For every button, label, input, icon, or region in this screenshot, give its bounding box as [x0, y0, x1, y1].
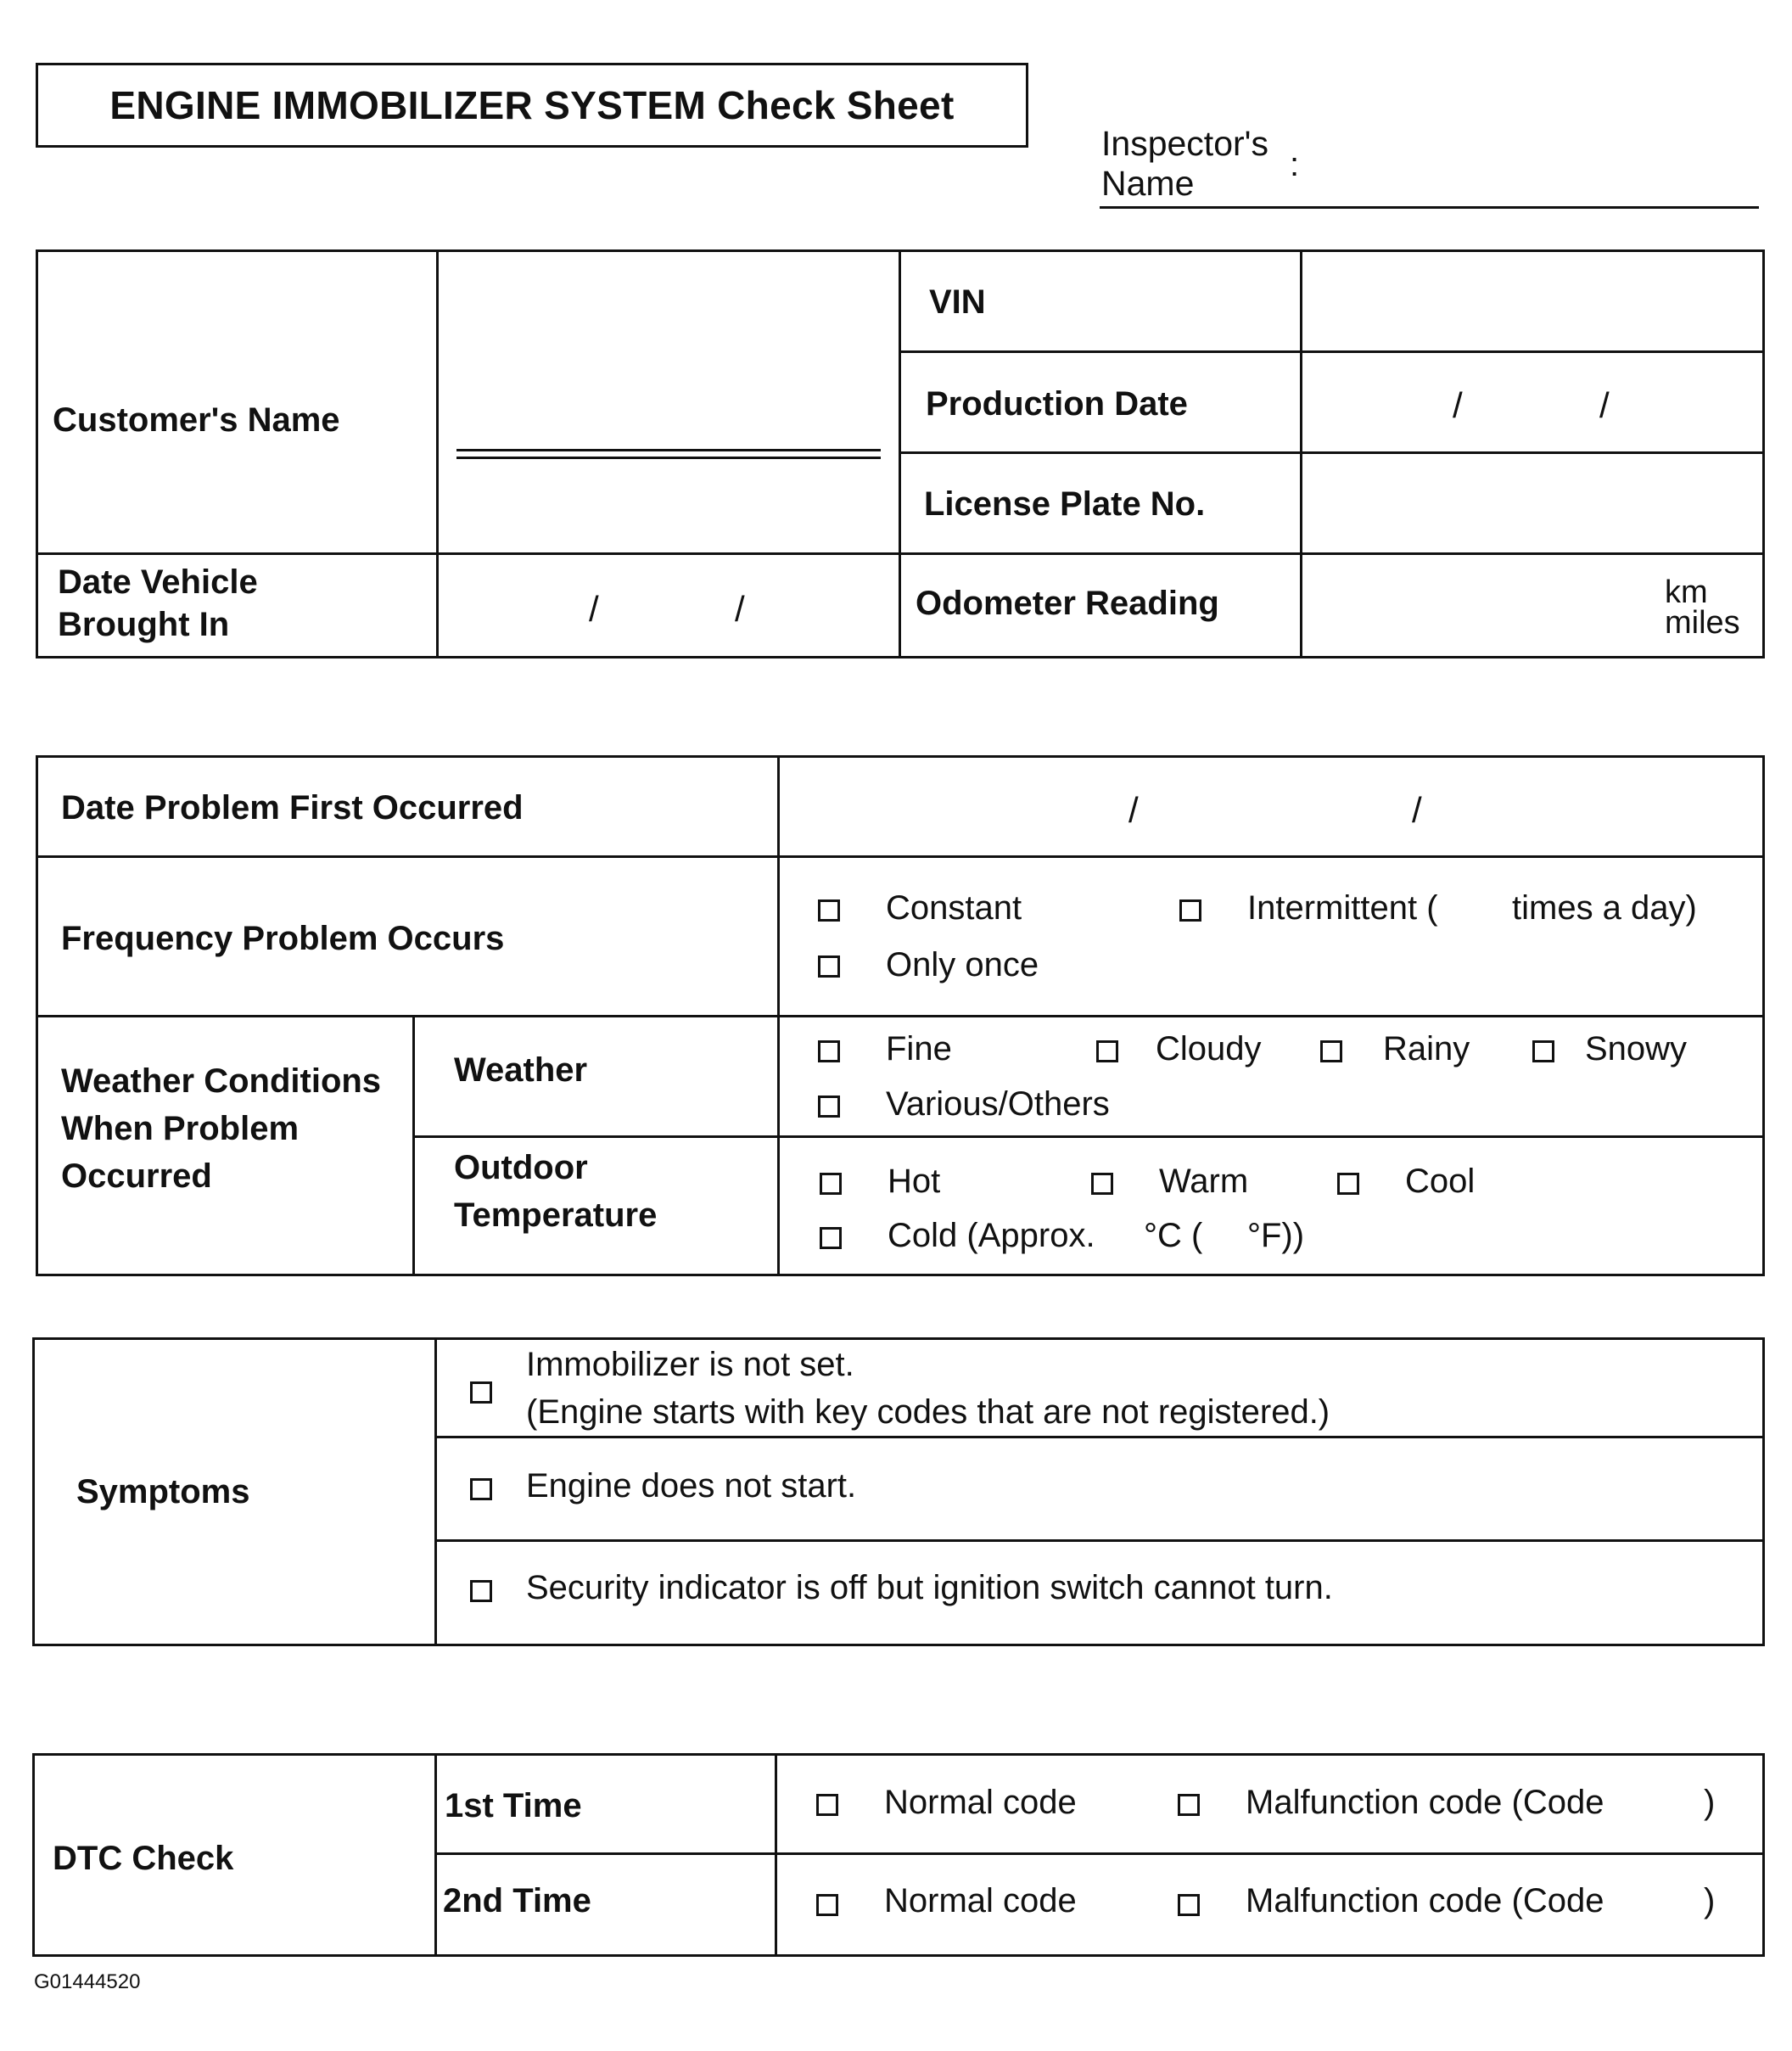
cold-checkbox[interactable]	[820, 1227, 842, 1249]
dtc-1st-time-label: 1st Time	[445, 1787, 582, 1824]
dtc-1st-malfunction-label: Malfunction code (Code	[1246, 1784, 1604, 1821]
dtc-table-divider	[434, 1753, 437, 1957]
dtc-1st-normal-checkbox[interactable]	[816, 1794, 838, 1816]
cloudy-label: Cloudy	[1156, 1030, 1262, 1068]
odometer-label: Odometer Reading	[916, 585, 1219, 622]
production-date-label: Production Date	[926, 385, 1188, 423]
dtc-2nd-normal-checkbox[interactable]	[816, 1894, 838, 1916]
symptoms-label: Symptoms	[76, 1473, 250, 1510]
date-brought-in-label-line1: Date Vehicle	[58, 563, 258, 601]
odometer-field[interactable]	[1307, 558, 1646, 652]
license-plate-label: License Plate No.	[924, 485, 1206, 523]
various-label: Various/Others	[886, 1085, 1110, 1123]
date-first-occurred-separator: /	[1412, 790, 1422, 830]
symptom-2-text: Engine does not start.	[526, 1467, 857, 1505]
production-date-separator: /	[1453, 385, 1463, 425]
constant-checkbox[interactable]	[818, 899, 840, 922]
weather-label: Weather	[454, 1051, 588, 1089]
intermittent-checkbox[interactable]	[1179, 899, 1201, 922]
symptom-3-text: Security indicator is off but ignition switch cannot turn.	[526, 1569, 1333, 1606]
fine-checkbox[interactable]	[818, 1040, 840, 1062]
problem-table-divider	[412, 1135, 1765, 1138]
vehicle-table-divider	[436, 249, 439, 658]
symptoms-table-divider	[434, 1337, 437, 1646]
rainy-checkbox[interactable]	[1320, 1040, 1342, 1062]
production-date-separator: /	[1599, 385, 1610, 425]
dtc-2nd-normal-label: Normal code	[884, 1882, 1077, 1919]
check-sheet-title: ENGINE IMMOBILIZER SYSTEM Check Sheet	[36, 63, 1028, 148]
inspector-name-field[interactable]	[1100, 206, 1759, 209]
snowy-checkbox[interactable]	[1532, 1040, 1554, 1062]
symptom-1-text	[526, 1341, 1330, 1436]
problem-table-divider	[36, 855, 1765, 858]
outdoor-temperature-label	[454, 1144, 657, 1239]
cold-label: Cold (Approx.	[888, 1217, 1095, 1254]
unit-km: km	[1665, 574, 1708, 610]
vehicle-table-divider	[1300, 249, 1302, 658]
warm-checkbox[interactable]	[1091, 1173, 1113, 1195]
constant-label: Constant	[886, 889, 1022, 927]
dtc-1st-malfunction-close: )	[1704, 1784, 1716, 1821]
date-brought-in-field[interactable]	[443, 558, 893, 652]
dtc-1st-normal-label: Normal code	[884, 1784, 1077, 1821]
date-brought-in-separator: /	[589, 589, 599, 629]
dtc-2nd-time-label: 2nd Time	[443, 1882, 591, 1919]
vehicle-table-divider	[899, 451, 1765, 454]
date-brought-in-separator: /	[735, 589, 745, 629]
rainy-label: Rainy	[1383, 1030, 1470, 1068]
weather-conditions-label-line3: Occurred	[61, 1157, 212, 1195]
cool-checkbox[interactable]	[1337, 1173, 1359, 1195]
customer-name-label: Customer's Name	[53, 401, 340, 439]
symptom-1-line1: Immobilizer is not set.	[526, 1346, 854, 1383]
outdoor-temperature-label-line1: Outdoor	[454, 1149, 588, 1186]
vehicle-table-divider	[899, 249, 901, 658]
symptom-1-checkbox[interactable]	[470, 1381, 492, 1404]
dtc-table-divider	[775, 1753, 777, 1957]
various-checkbox[interactable]	[818, 1096, 840, 1118]
date-first-occurred-field[interactable]	[784, 761, 1758, 849]
vin-label: VIN	[929, 283, 986, 321]
license-plate-field[interactable]	[1307, 457, 1756, 549]
symptom-2-checkbox[interactable]	[470, 1478, 492, 1500]
snowy-label: Snowy	[1585, 1030, 1688, 1068]
outdoor-temperature-label-line2: Temperature	[454, 1196, 658, 1234]
dtc-check-label: DTC Check	[53, 1840, 234, 1877]
vehicle-table-divider	[899, 350, 1765, 353]
hot-label: Hot	[888, 1163, 941, 1200]
unit-miles: miles	[1665, 605, 1740, 641]
vehicle-table-divider	[36, 552, 1765, 555]
weather-conditions-label	[61, 1057, 381, 1200]
frequency-label: Frequency Problem Occurs	[61, 920, 505, 957]
intermittent-label: Intermittent (	[1247, 889, 1438, 927]
symptoms-table-divider	[434, 1539, 1765, 1542]
production-date-field[interactable]	[1307, 356, 1756, 448]
odometer-units	[1665, 574, 1740, 641]
fine-label: Fine	[886, 1030, 952, 1068]
dtc-table-divider	[434, 1852, 1765, 1855]
problem-table-divider	[36, 1015, 1765, 1017]
symptoms-table-divider	[434, 1436, 1765, 1438]
dtc-2nd-malfunction-label: Malfunction code (Code	[1246, 1882, 1604, 1919]
only-once-label: Only once	[886, 946, 1039, 983]
inspector-label-line1: Inspector's	[1101, 124, 1268, 163]
problem-table-divider	[412, 1015, 415, 1276]
vin-field[interactable]	[1307, 255, 1756, 346]
dtc-1st-malfunction-checkbox[interactable]	[1178, 1794, 1200, 1816]
warm-label: Warm	[1159, 1163, 1249, 1200]
weather-conditions-label-line1: Weather Conditions	[61, 1062, 382, 1100]
cool-label: Cool	[1405, 1163, 1476, 1200]
date-brought-in-label	[58, 561, 258, 646]
inspector-label-line2: Name	[1101, 164, 1195, 203]
date-first-occurred-separator: /	[1128, 790, 1139, 830]
symptom-3-checkbox[interactable]	[470, 1580, 492, 1602]
symptom-1-line2: (Engine starts with key codes that are not registered.)	[526, 1393, 1330, 1431]
weather-conditions-label-line2: When Problem	[61, 1110, 300, 1147]
only-once-checkbox[interactable]	[818, 955, 840, 978]
dtc-2nd-malfunction-checkbox[interactable]	[1178, 1894, 1200, 1916]
customer-name-field[interactable]	[456, 449, 881, 459]
inspector-label	[1101, 124, 1268, 204]
inspector-colon: :	[1290, 146, 1300, 183]
date-brought-in-label-line2: Brought In	[58, 606, 230, 643]
celsius-label: °C (	[1144, 1217, 1203, 1254]
fahrenheit-label: °F))	[1247, 1217, 1305, 1254]
hot-checkbox[interactable]	[820, 1173, 842, 1195]
times-a-day-label: times a day)	[1512, 889, 1697, 927]
date-first-occurred-label: Date Problem First Occurred	[61, 789, 524, 827]
figure-code: G01444520	[34, 1970, 141, 1993]
cloudy-checkbox[interactable]	[1096, 1040, 1118, 1062]
dtc-2nd-malfunction-close: )	[1704, 1882, 1716, 1919]
